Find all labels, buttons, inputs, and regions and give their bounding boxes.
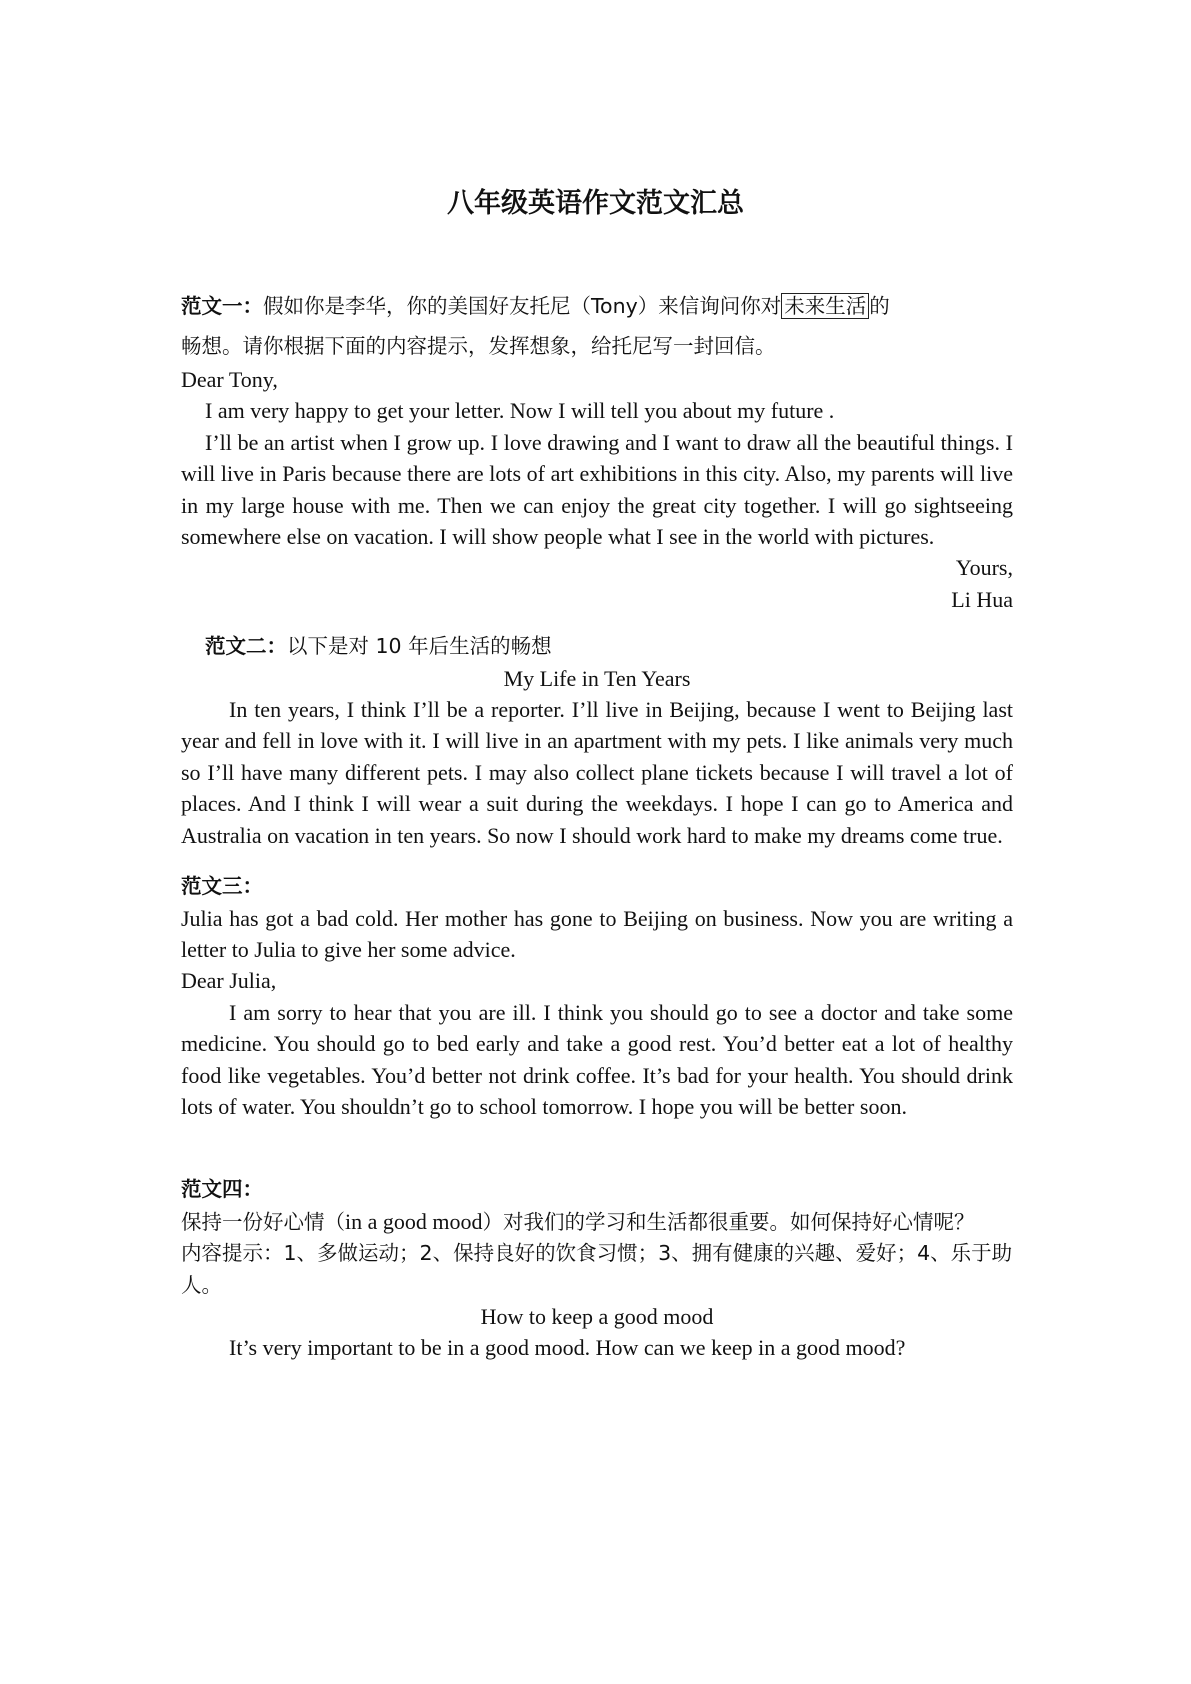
essay-4-hints: 内容提示：1、多做运动；2、保持良好的饮食习惯；3、拥有健康的兴趣、爱好；4、乐于助人。 xyxy=(181,1241,1013,1297)
essay-4-heading: How to keep a good mood xyxy=(480,1303,714,1329)
essay-1-prompt-end: 的 xyxy=(869,294,890,318)
essay-4-label: 范文四： xyxy=(181,1177,263,1202)
essay-2-intro-text: 以下是对 10 年后生活的畅想 xyxy=(287,634,552,659)
essay-4-prompt xyxy=(181,1206,1013,1238)
essay-3-label: 范文三： xyxy=(181,874,263,899)
essay-1-signature: Li Hua xyxy=(951,586,1013,612)
essay-1-boxed-phrase: 未来生活 xyxy=(781,293,869,319)
essay-1-paragraph-2: I’ll be an artist when I grow up. I love drawing and I want to draw all the beautiful things. I will live in Paris because there are lots of art exhibitions in this city. Also, my parents will live in my large house with me. Then we can enjoy the great city together. I will go sightseeing somewhere else on vacation. I will show people what I see in the world with pictures. xyxy=(181,429,1013,550)
essay-1 xyxy=(181,284,1013,615)
essay-1-closing: Yours, xyxy=(955,555,1013,581)
essay-3-paragraph: I am sorry to hear that you are ill. I think you should go to see a doctor and take some medicine. You should go to bed early and take a good rest. You’d better eat a lot of healthy food like vegetables. You’d better not drink coffee. It’s bad for your health. You should drink lots of water. You shouldn’t go to school tomorrow. I hope you will be better soon. xyxy=(181,999,1013,1119)
essay-1-prompt-line2: 畅想。请你根据下面的内容提示，发挥想象，给托尼写一封回信。 xyxy=(181,334,776,358)
essay-1-prompt xyxy=(181,284,1013,328)
essay-2-heading: My Life in Ten Years xyxy=(503,665,691,691)
essay-1-prompt-text: 假如你是李华，你的美国好友托尼（Tony）来信询问你对 xyxy=(263,294,782,318)
essay-3-salutation: Dear Julia, xyxy=(181,968,277,994)
essay-2-label: 范文二： xyxy=(205,634,287,659)
essay-1-label: 范文一： xyxy=(181,294,263,318)
essay-2-paragraph: In ten years, I think I’ll be a reporter. I’ll live in Beijing, because I went to Beijing last year and fell in love with it. I will live in an apartment with my pets. I like animals very much so I’ll have many different pets. I may also collect plane tickets because I will travel a lot of places. And I think I will wear a suit during the weekdays. I hope I can go to America and Australia on vacation in ten years. So now I should work hard to make my dreams come true. xyxy=(181,697,1013,848)
page-title: 八年级英语作文范文汇总 xyxy=(447,188,744,219)
essay-1-paragraph-1: I am very happy to get your letter. Now I will tell you about my future . xyxy=(205,398,835,424)
essay-3-prompt: Julia has got a bad cold. Her mother has gone to Beijing on business. Now you are writing a letter to Julia to give her some advice. xyxy=(181,905,1013,962)
essay-1-salutation: Dear Tony, xyxy=(181,367,278,392)
essay-4-prompt-text: 保持一份好心情（ xyxy=(181,1209,345,1234)
essay-4-paragraph: It’s very important to be in a good mood. How can we keep in a good mood? xyxy=(229,1335,906,1361)
document-body xyxy=(181,284,1013,1364)
essay-2-intro xyxy=(181,631,1013,662)
essay-4-prompt-end: ）对我们的学习和生活都很重要。如何保持好心情呢？ xyxy=(482,1209,975,1234)
essay-4 xyxy=(181,1174,1013,1363)
essay-3 xyxy=(181,871,1013,1122)
essay-2 xyxy=(181,631,1013,851)
essay-4-prompt-english: in a good mood xyxy=(345,1208,483,1234)
